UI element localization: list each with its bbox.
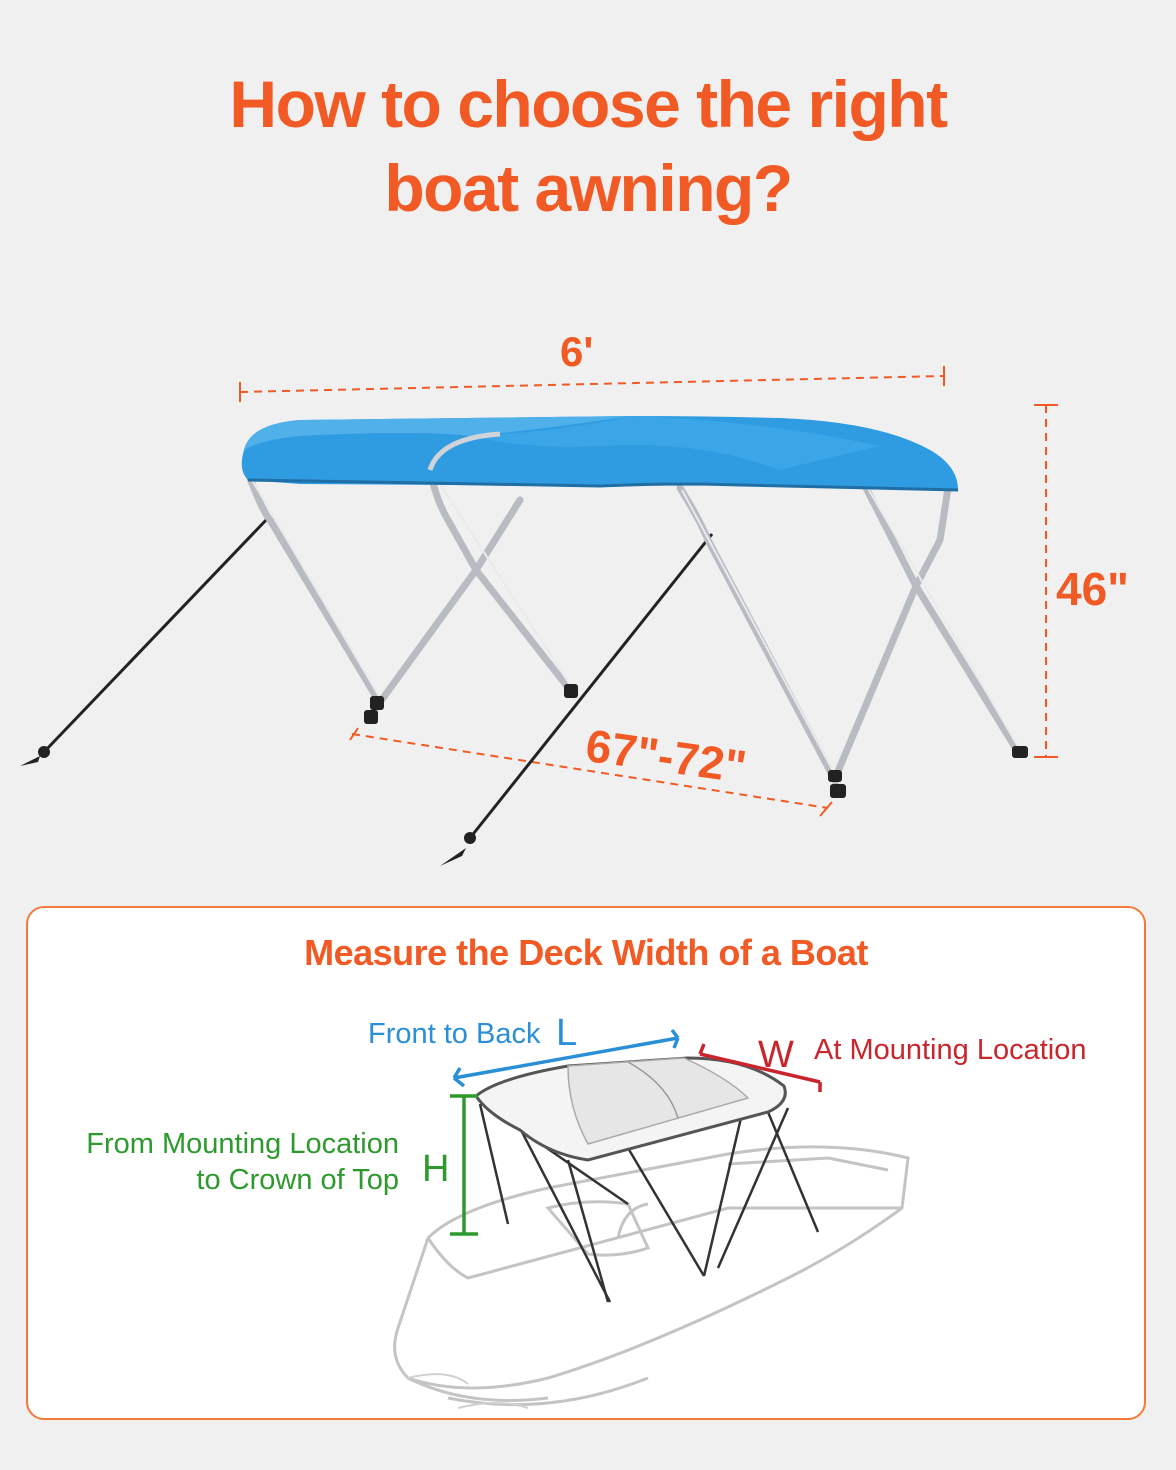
height-label: 46" [1056,563,1129,615]
depth-label: 67"-72" [582,718,750,793]
height-letter: H [422,1148,450,1190]
title-line-2: boat awning? [384,151,792,225]
height-bar [450,1096,478,1234]
height-label-line-1: From Mounting Location [86,1128,399,1160]
height-dimension-line [1034,405,1058,757]
tie-down-straps [44,518,712,838]
width-label: 6' [560,328,594,375]
measure-panel [26,906,1146,1420]
canopy [242,416,958,490]
title-line-1: How to choose the right [229,67,947,141]
width-letter: W [758,1034,794,1076]
height-label-line-2: to Crown of Top [196,1164,399,1196]
panel-title: Measure the Deck Width of a Boat [304,932,868,973]
diagram-canopy [476,1058,785,1160]
width-label: At Mounting Location [814,1034,1087,1066]
length-label: Front to Back [368,1018,541,1050]
length-letter: L [556,1012,578,1054]
strap-clips [20,746,476,866]
water-lines [408,1374,528,1408]
